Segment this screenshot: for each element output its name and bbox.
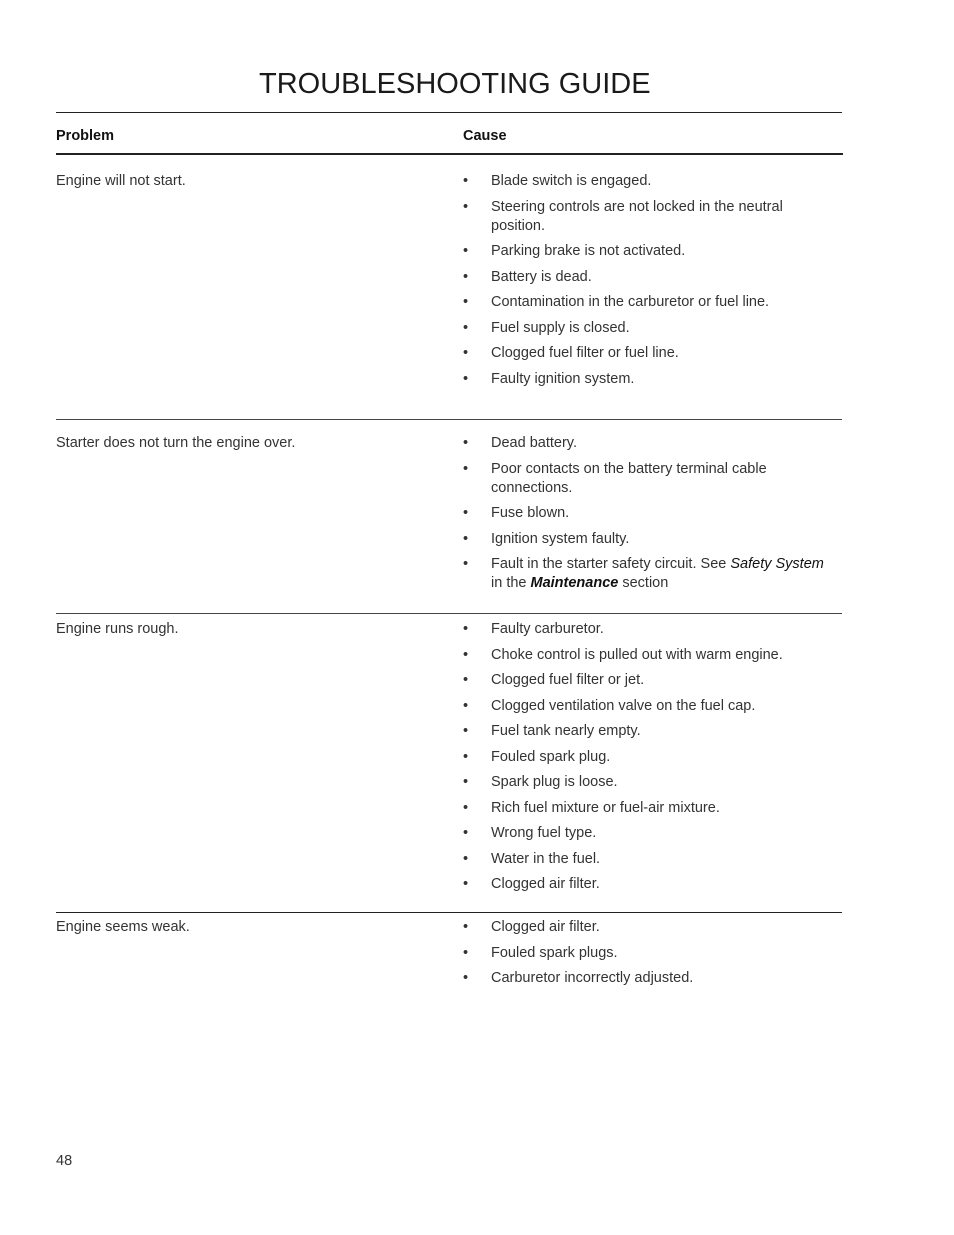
cause-text: Wrong fuel type. [491, 825, 597, 841]
bullet-icon: • [463, 530, 469, 547]
list-item [463, 824, 833, 843]
list-item [463, 620, 833, 639]
cause-text: Fouled spark plug. [491, 748, 611, 765]
cause-text-after: section [618, 575, 669, 591]
cause-text: Ignition system faulty. [491, 530, 630, 547]
row-divider [56, 912, 842, 913]
cause-text: Fuse blown. [491, 505, 570, 521]
list-item [463, 370, 833, 389]
bullet-icon: • [463, 825, 469, 841]
list-item [463, 504, 833, 523]
problem-text: Starter does not turn the engine over. [56, 435, 296, 451]
header-rule [56, 153, 843, 155]
bullet-icon: • [463, 970, 469, 986]
list-item [463, 344, 833, 363]
cause-text: Clogged fuel filter or jet. [491, 672, 645, 688]
bullet-icon: • [463, 876, 469, 892]
title-rule [56, 112, 842, 113]
cause-text: Contamination in the carburetor or fuel line. [491, 294, 770, 310]
cause-list [463, 620, 833, 901]
list-item [463, 918, 833, 937]
table-header [56, 128, 843, 148]
column-header-problem: Problem [56, 128, 115, 144]
row-divider [56, 419, 842, 420]
list-item [463, 969, 833, 988]
cause-text-before: Fault in the starter safety circuit. See [491, 556, 731, 572]
cause-text: Steering controls are not locked in the neutral position. [491, 198, 783, 234]
problem-text: Engine will not start. [56, 173, 186, 189]
list-item [463, 773, 833, 792]
cause-text: Blade switch is engaged. [491, 173, 652, 189]
cause-text: Faulty carburetor. [491, 621, 604, 637]
page-title: TROUBLESHOOTING GUIDE [259, 68, 651, 100]
cause-text: Fuel tank nearly empty. [491, 723, 641, 739]
bullet-icon: • [463, 646, 469, 663]
cause-text: Clogged air filter. [491, 919, 600, 935]
cause-text: Clogged air filter. [491, 876, 600, 892]
bullet-icon: • [463, 173, 469, 189]
list-item [463, 850, 833, 869]
cause-text: Poor contacts on the battery terminal cable connections. [491, 460, 767, 496]
bullet-icon: • [463, 294, 469, 310]
column-header-cause: Cause [463, 128, 507, 144]
list-item [463, 198, 833, 236]
cause-text: Water in the fuel. [491, 850, 601, 867]
list-item [463, 293, 833, 312]
cause-text: Choke control is pulled out with warm engine. [491, 646, 783, 663]
cause-text: Faulty ignition system. [491, 370, 635, 387]
cause-text: Fouled spark plugs. [491, 944, 618, 961]
list-item [463, 646, 833, 665]
list-item [463, 944, 833, 963]
bullet-icon: • [463, 243, 469, 259]
row-divider [56, 613, 842, 614]
bullet-icon: • [463, 198, 469, 215]
maintenance-reference: Maintenance [530, 575, 619, 591]
bullet-icon: • [463, 723, 469, 739]
cause-text: Fuel supply is closed. [491, 319, 630, 336]
bullet-icon: • [463, 672, 469, 688]
cause-text: Parking brake is not activated. [491, 243, 686, 259]
problem-text: Engine seems weak. [56, 919, 190, 935]
list-item [463, 748, 833, 767]
bullet-icon: • [463, 919, 469, 935]
bullet-icon: • [463, 697, 469, 714]
cause-text: Spark plug is loose. [491, 774, 618, 790]
bullet-icon: • [463, 505, 469, 521]
list-item [463, 268, 833, 287]
bullet-icon: • [463, 370, 469, 387]
list-item [463, 434, 833, 453]
cause-text: Rich fuel mixture or fuel-air mixture. [491, 799, 720, 816]
cause-list [463, 434, 833, 600]
bullet-icon: • [463, 748, 469, 765]
cause-text: Carburetor incorrectly adjusted. [491, 970, 694, 986]
problem-text: Engine runs rough. [56, 621, 179, 637]
bullet-icon: • [463, 435, 469, 451]
page-number: 48 [56, 1153, 73, 1169]
list-item [463, 671, 833, 690]
bullet-icon: • [463, 799, 469, 816]
bullet-icon: • [463, 345, 469, 361]
list-item [463, 697, 833, 716]
bullet-icon: • [463, 268, 469, 285]
list-item [463, 722, 833, 741]
bullet-icon: • [463, 774, 469, 790]
bullet-icon: • [463, 460, 469, 477]
list-item [463, 555, 833, 593]
list-item [463, 799, 833, 818]
cause-text: Clogged fuel filter or fuel line. [491, 345, 679, 361]
list-item [463, 460, 833, 498]
cause-list [463, 918, 833, 995]
cause-list [463, 172, 833, 395]
cause-text-middle: in the [491, 575, 531, 591]
cause-text: Battery is dead. [491, 268, 592, 285]
list-item [463, 875, 833, 894]
bullet-icon: • [463, 556, 469, 572]
bullet-icon: • [463, 319, 469, 336]
list-item [463, 242, 833, 261]
cause-text: Dead battery. [491, 435, 577, 451]
list-item [463, 172, 833, 191]
safety-system-reference: Safety System [730, 556, 824, 572]
bullet-icon: • [463, 850, 469, 867]
list-item [463, 319, 833, 338]
bullet-icon: • [463, 944, 469, 961]
cause-text: Clogged ventilation valve on the fuel cap. [491, 697, 756, 714]
list-item [463, 530, 833, 549]
bullet-icon: • [463, 621, 469, 637]
